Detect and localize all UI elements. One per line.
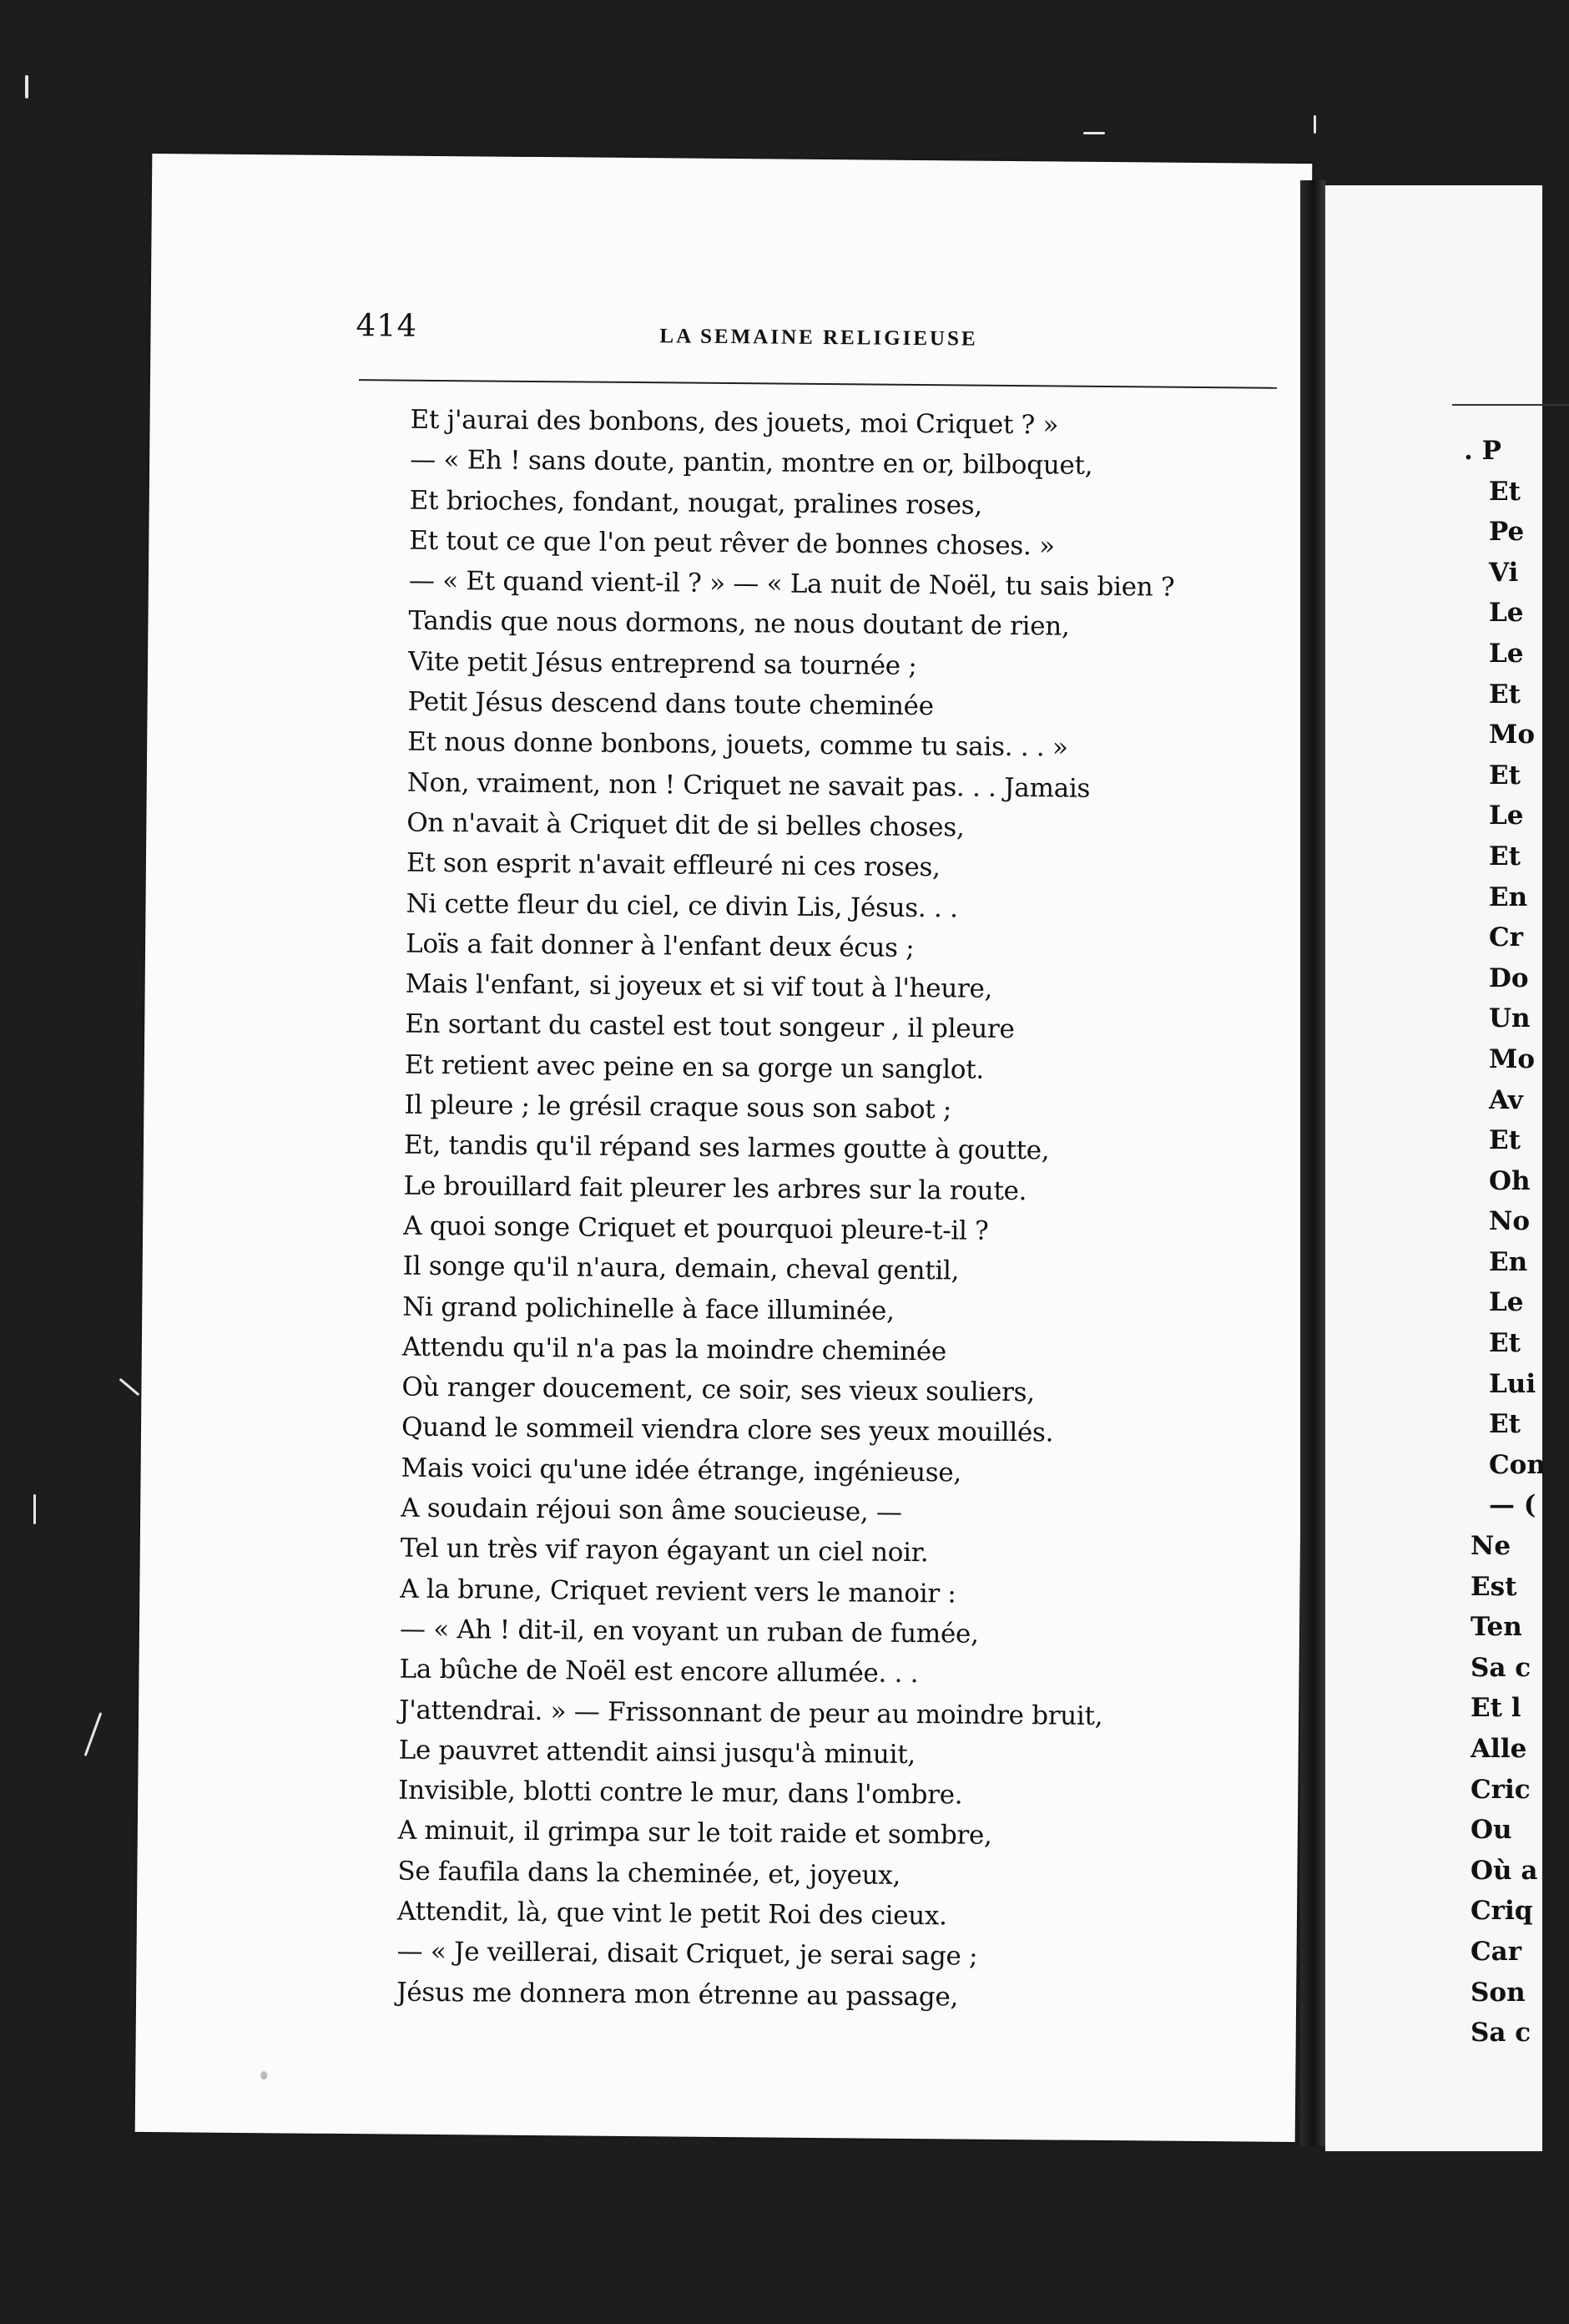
right-line: Et [1489,476,1521,507]
right-line: Est [1471,1571,1517,1602]
page-number: 414 [356,307,418,344]
right-line: Ten [1471,1612,1522,1643]
poem-line: Vite petit Jésus entreprend sa tournée ; [407,646,917,681]
right-page-text [1464,431,1546,2054]
poem-line: A quoi songe Criquet et pourquoi pleure-t-il ? [403,1210,989,1246]
right-line: Le [1489,801,1524,831]
right-line: Et l [1471,1693,1521,1724]
right-line: . P [1464,436,1501,466]
header-rule [359,379,1277,389]
right-line: Mo [1489,720,1535,750]
page-blemish [260,2071,267,2079]
poem-line: Ni cette fleur du ciel, ce divin Lis, Jésus. . . [406,888,958,923]
poem-line: Le brouillard fait pleurer les arbres sur la route. [403,1170,1027,1206]
right-line: Sa c [1471,1652,1531,1683]
poem-line: Où ranger doucement, ce soir, ses vieux souliers, [401,1372,1035,1408]
poem-line: On n'avait à Criquet dit de si belles choses, [406,807,965,843]
poem-line: Il songe qu'il n'aura, demain, cheval gentil, [402,1250,960,1286]
poem-line: A minuit, il grimpa sur le toit raide et sombre, [397,1816,992,1852]
scan-speck [119,1378,140,1397]
poem-line: Quand le sommeil viendra clore ses yeux mouillés. [401,1412,1054,1448]
scan-speck [1083,132,1105,134]
right-line: Son [1471,1977,1526,2008]
poem-line: Loïs a fait donner à l'enfant deux écus ; [405,928,915,963]
right-line: Un [1489,1003,1531,1034]
right-line: En [1489,882,1528,912]
running-head: LA SEMAINE RELIGIEUSE [659,325,978,351]
right-line: Cr [1489,922,1524,953]
poem-line: Et nous donne bonbons, jouets, comme tu sais. . . » [407,727,1068,763]
scan-speck [1314,115,1316,134]
right-line: Mo [1489,1043,1535,1074]
poem-line: Mais l'enfant, si joyeux et si vif tout à l'heure, [405,968,993,1004]
scan-speck [33,1494,36,1524]
poem-line: Petit Jésus descend dans toute cheminée [407,686,934,722]
poem-line: Mais voici qu'une idée étrange, ingénieuse, [401,1452,962,1488]
right-line: Lui [1489,1368,1536,1399]
right-line: En [1489,1246,1528,1277]
right-line: Et [1489,760,1521,791]
right-line: Vi [1489,557,1519,588]
poem-line: Et tout ce que l'on peut rêver de bonnes choses. » [409,525,1055,562]
poem-text [396,400,1176,2019]
poem-line: Le pauvret attendit ainsi jusqu'à minuit, [398,1735,916,1770]
left-page [135,154,1313,2142]
right-line: Et [1489,841,1521,872]
right-line: Et [1489,1125,1521,1156]
poem-line: Et j'aurai des bonbons, des jouets, moi Criquet ? » [410,404,1059,441]
right-line: Et [1489,679,1521,710]
right-line: Pe [1489,517,1525,548]
book-gutter [1300,180,1325,2146]
poem-line: Et retient avec peine en sa gorge un sanglot. [404,1049,985,1085]
right-line: Et [1489,1328,1521,1359]
poem-line: — « Je veillerai, disait Criquet, je serai sage ; [396,1936,978,1972]
right-line: Et [1489,1409,1521,1440]
poem-line: Attendit, là, que vint le petit Roi des cieux. [396,1896,947,1932]
right-line: Cric [1471,1774,1531,1805]
scan-speck [84,1712,103,1756]
right-line: Av [1489,1084,1523,1115]
poem-line: Jésus me donnera mon étrenne au passage, [396,1977,959,2013]
right-line: Ne [1471,1531,1511,1562]
poem-line: En sortant du castel est tout songeur , il pleure [405,1009,1015,1045]
right-line: No [1489,1206,1531,1237]
right-line: Oh [1489,1165,1531,1196]
scan-speck [25,75,28,99]
poem-line: A la brune, Criquet revient vers le manoir : [400,1574,956,1609]
poem-line: Non, vraiment, non ! Criquet ne savait pas. . . Jamais [406,767,1091,804]
poem-line: Tel un très vif rayon égayant un ciel noir. [400,1533,929,1569]
poem-line: Se faufila dans la cheminée, et, joyeux, [397,1856,901,1891]
right-line: Criq [1471,1896,1533,1927]
poem-line: Tandis que nous dormons, ne nous doutant de rien, [408,606,1070,643]
right-line: — ( [1489,1490,1536,1521]
poem-line: Ni grand polichinelle à face illuminée, [402,1291,895,1326]
poem-line: — « Et quand vient-il ? » — « La nuit de Noël, tu sais bien ? [408,565,1175,603]
poem-line: J'attendrai. » — Frissonnant de peur au moindre bruit, [398,1695,1103,1731]
poem-line: — « Eh ! sans doute, pantin, montre en or, bilboquet, [410,444,1093,482]
right-line: Le [1489,638,1524,669]
right-header-rule [1452,404,1569,406]
poem-line: A soudain réjoui son âme soucieuse, — [401,1493,902,1528]
poem-line: Et son esprit n'avait effleuré ni ces roses, [406,847,941,883]
right-line: Do [1489,962,1529,993]
right-line: Ou [1471,1815,1512,1846]
right-line: Car [1471,1936,1522,1967]
poem-line: — « Ah ! dit-il, en voyant un ruban de fumée, [399,1614,979,1650]
poem-line: Et brioches, fondant, nougat, pralines roses, [409,485,983,521]
poem-line: Attendu qu'il n'a pas la moindre cheminée [401,1331,947,1367]
right-line: Le [1489,1287,1524,1318]
right-line: Sa c [1471,2018,1531,2049]
right-line: Où a [1471,1855,1538,1886]
poem-line: Invisible, blotti contre le mur, dans l'ombre. [398,1775,963,1811]
right-line: Con [1489,1449,1546,1480]
right-line: Alle [1471,1734,1527,1764]
poem-line: Il pleure ; le grésil craque sous son sabot ; [404,1089,952,1125]
poem-line: Et, tandis qu'il répand ses larmes goutte à goutte, [403,1130,1050,1166]
poem-line: La bûche de Noël est encore allumée. . . [399,1654,919,1690]
right-line: Le [1489,598,1524,629]
right-page [1325,185,1546,2151]
